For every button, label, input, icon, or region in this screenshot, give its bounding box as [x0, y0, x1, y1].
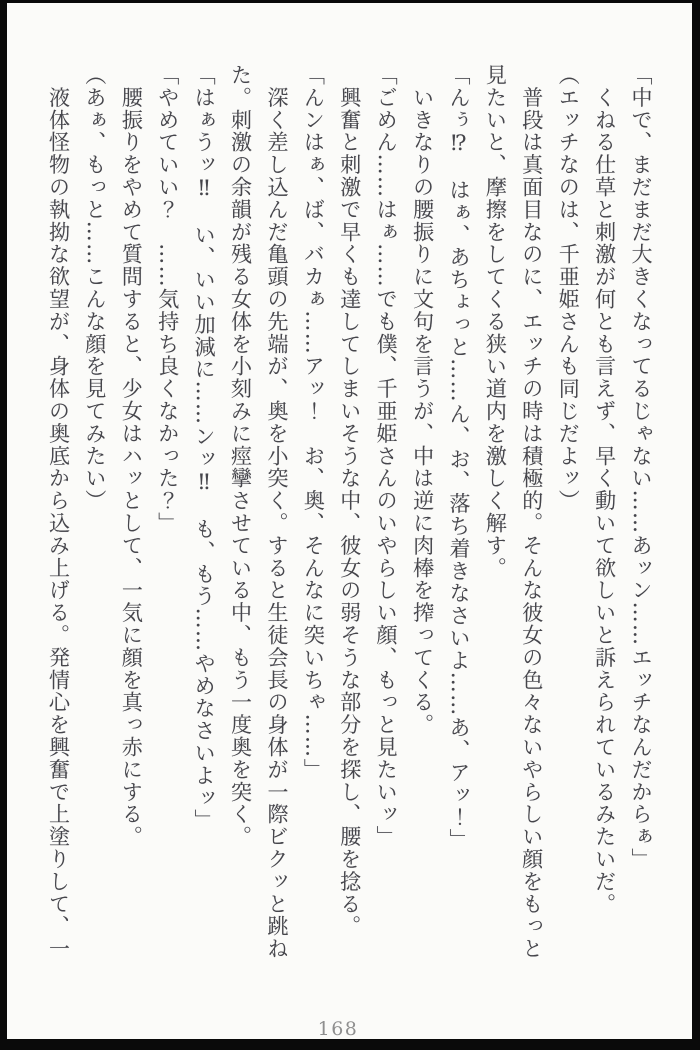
- text-column: 「んぅ⁉ はぁ、あちょっと……ん、お、落ち着きなさいよ……あ、アッ！」: [446, 64, 471, 851]
- text-column: （エッチなのは、千亜姫さんも同じだよッ）: [556, 64, 581, 512]
- text-column: 腰振りをやめて質問すると、少女はハッとして、一気に顔を真っ赤にする。: [119, 64, 144, 848]
- text-column: 「んンはぁ、ば、バカぁ……アッ！ お、奥、そんなに突いちゃ……」: [301, 64, 326, 781]
- text-column: いきなりの腰振りに文句を言うが、中は逆に肉棒を搾ってくる。: [410, 64, 435, 736]
- page-number: 168: [317, 1018, 359, 1039]
- text-column: 液体怪物の執拗な欲望が、身体の奥底から込み上げる。発情心を興奮で上塗りして、一: [46, 64, 71, 960]
- book-page: [7, 3, 692, 1039]
- text-column: 深く差し込んだ亀頭の先端が、奥を小突く。すると生徒会長の身体が一際ビクッと跳ね: [264, 64, 289, 960]
- text-column: 見たいと、摩擦をしてくる狭い道内を激しく解す。: [483, 64, 508, 580]
- text-column: 「ごめん……はぁ……でも僕、千亜姫さんのいやらしい顔、もっと見たいッ」: [374, 64, 399, 848]
- text-column: （あぁ、もっと……こんな顔を見てみたい）: [82, 64, 107, 512]
- text-column: 興奮と刺激で早くも達してしまいそうな中、彼女の弱そうな部分を探し、腰を捻る。: [337, 64, 362, 938]
- text-column: くねる仕草と刺激が何とも言えず、早く動いて欲しいと訴えられているみたいだ。: [592, 64, 617, 916]
- text-column: 普段は真面目なのに、エッチの時は積極的。そんな彼女の色々ないやらしい顔をもっと: [519, 64, 544, 960]
- text-column: 「中で、まだまだ大きくなってるじゃない……あッン……エッチなんだからぁ」: [629, 64, 653, 871]
- body-text: [40, 64, 659, 998]
- text-column: 「はぁうッ‼ い、いい加減に……ンッ‼ も、もう……やめなさいよッ」: [192, 64, 217, 832]
- text-column: 「やめていい？ ……気持ち良くなかった？」: [155, 64, 180, 535]
- text-column: た。刺激の余韻が残る女体を小刻みに痙攣させている中、もう一度奥を突く。: [228, 64, 253, 848]
